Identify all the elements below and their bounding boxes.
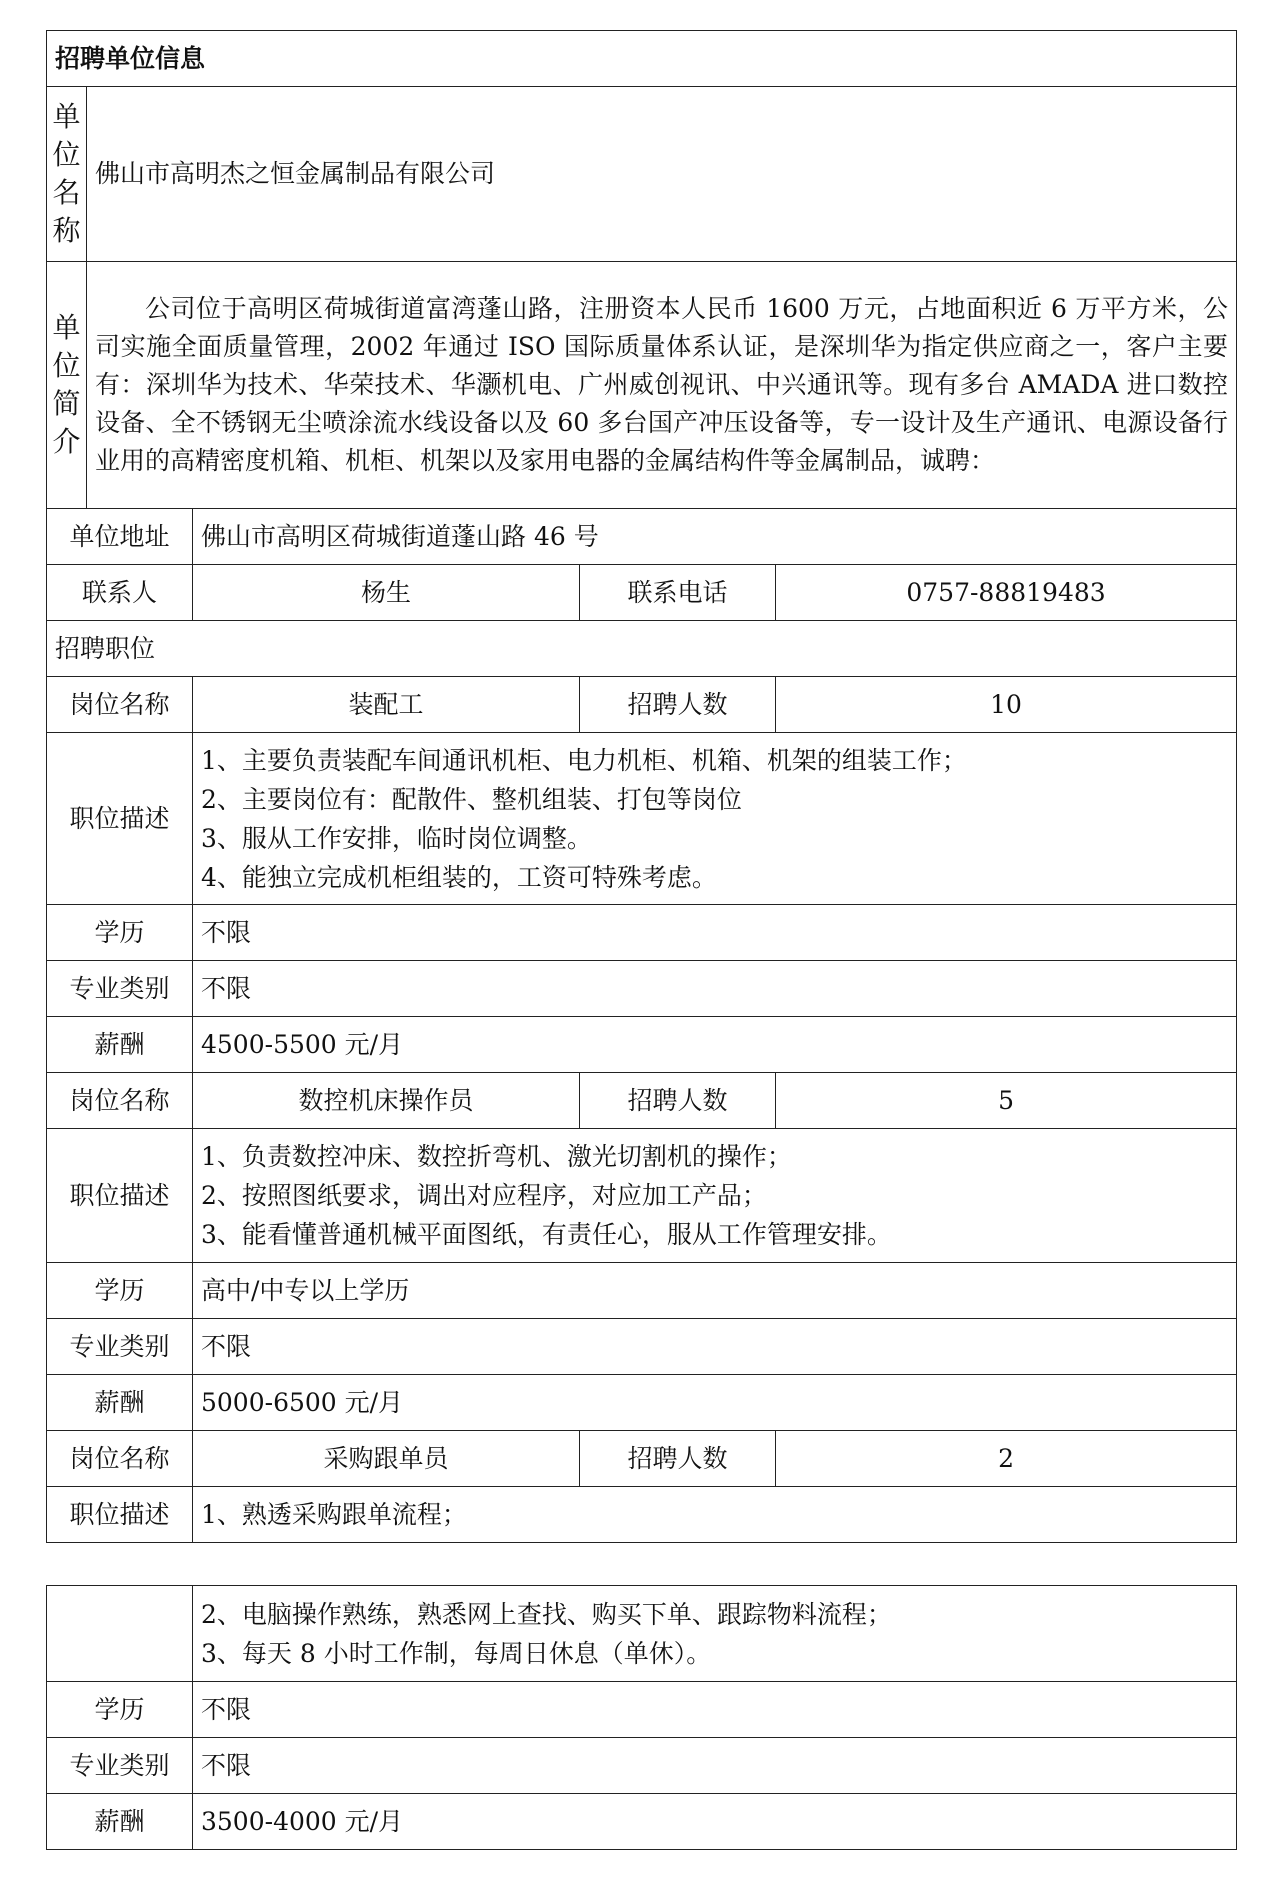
headcount-value: 5: [776, 1073, 1237, 1129]
headcount-label: 招聘人数: [580, 1431, 776, 1487]
salary-label: 薪酬: [47, 1375, 193, 1431]
section-title: 招聘单位信息: [47, 31, 1237, 87]
company-intro: 公司位于高明区荷城街道富湾蓬山路，注册资本人民币 1600 万元，占地面积近 6 万平方米，公司实施全面质量管理，2002 年通过 ISO 国际质量体系认证，是深圳华为指定供应商之一，客户主要有：深圳华为技术、华荣技术、华灏机电、广州威创视讯、中兴通讯等。现有多台 AMADA 进口数控设备、全不锈钢无尘喷涂流水线设备以及 60 多台国产冲压设备等，专一设计及生产通讯、电源设备行业用的高精密度机箱、机柜、机架以及家用电器的金属结构件等金属制品，诚聘：: [87, 262, 1237, 509]
position-name: 数控机床操作员: [193, 1073, 580, 1129]
description-line: 2、主要岗位有：配散件、整机组装、打包等岗位: [201, 784, 742, 814]
position-name: 装配工: [193, 677, 580, 733]
contact-label: 联系人: [47, 565, 193, 621]
salary-value: 5000-6500 元/月: [193, 1375, 1237, 1431]
education-label: 学历: [47, 1263, 193, 1319]
salary-value: 3500-4000 元/月: [193, 1794, 1237, 1850]
description-label-empty: [47, 1586, 193, 1682]
recruitment-table: [46, 30, 1237, 1543]
job-description: [193, 733, 1237, 905]
headcount-label: 招聘人数: [580, 677, 776, 733]
address-label: 单位地址: [47, 509, 193, 565]
description-line: 3、每天 8 小时工作制，每周日休息（单休）。: [201, 1638, 712, 1668]
address-value: 佛山市高明区荷城街道蓬山路 46 号: [193, 509, 1237, 565]
description-label: 职位描述: [47, 733, 193, 905]
major-label: 专业类别: [47, 1738, 193, 1794]
headcount-value: 10: [776, 677, 1237, 733]
salary-value: 4500-5500 元/月: [193, 1017, 1237, 1073]
major-value: 不限: [193, 961, 1237, 1017]
positions-title: 招聘职位: [47, 621, 1237, 677]
description-line: 2、电脑操作熟练，熟悉网上查找、购买下单、跟踪物料流程；: [201, 1599, 892, 1629]
company-name: 佛山市高明杰之恒金属制品有限公司: [87, 87, 1237, 262]
education-value: 高中/中专以上学历: [193, 1263, 1237, 1319]
position-name: 采购跟单员: [193, 1431, 580, 1487]
recruitment-table-continued: [46, 1585, 1237, 1850]
phone-value: 0757-88819483: [776, 565, 1237, 621]
description-line: 3、服从工作安排，临时岗位调整。: [201, 823, 592, 853]
major-label: 专业类别: [47, 1319, 193, 1375]
description-line: 4、能独立完成机柜组装的，工资可特殊考虑。: [201, 862, 717, 892]
education-label: 学历: [47, 905, 193, 961]
major-value: 不限: [193, 1319, 1237, 1375]
company-name-label: 单 位 名 称: [47, 87, 87, 262]
salary-label: 薪酬: [47, 1794, 193, 1850]
education-value: 不限: [193, 905, 1237, 961]
job-description: [193, 1129, 1237, 1263]
headcount-label: 招聘人数: [580, 1073, 776, 1129]
education-label: 学历: [47, 1682, 193, 1738]
position-name-label: 岗位名称: [47, 1073, 193, 1129]
description-line: 1、主要负责装配车间通讯机柜、电力机柜、机箱、机架的组装工作；: [201, 745, 967, 775]
education-value: 不限: [193, 1682, 1237, 1738]
major-value: 不限: [193, 1738, 1237, 1794]
headcount-value: 2: [776, 1431, 1237, 1487]
major-label: 专业类别: [47, 961, 193, 1017]
job-description: [193, 1586, 1237, 1682]
position-name-label: 岗位名称: [47, 677, 193, 733]
contact-value: 杨生: [193, 565, 580, 621]
description-label: 职位描述: [47, 1487, 193, 1543]
position-name-label: 岗位名称: [47, 1431, 193, 1487]
phone-label: 联系电话: [580, 565, 776, 621]
description-line: 2、按照图纸要求，调出对应程序，对应加工产品；: [201, 1181, 767, 1210]
description-line: 1、负责数控冲床、数控折弯机、激光切割机的操作；: [201, 1142, 792, 1171]
description-line: 3、能看懂普通机械平面图纸，有责任心，服从工作管理安排。: [201, 1220, 892, 1249]
description-label: 职位描述: [47, 1129, 193, 1263]
company-intro-label: 单 位 简 介: [47, 262, 87, 509]
description-line: 1、熟透采购跟单流程；: [193, 1487, 1237, 1543]
salary-label: 薪酬: [47, 1017, 193, 1073]
